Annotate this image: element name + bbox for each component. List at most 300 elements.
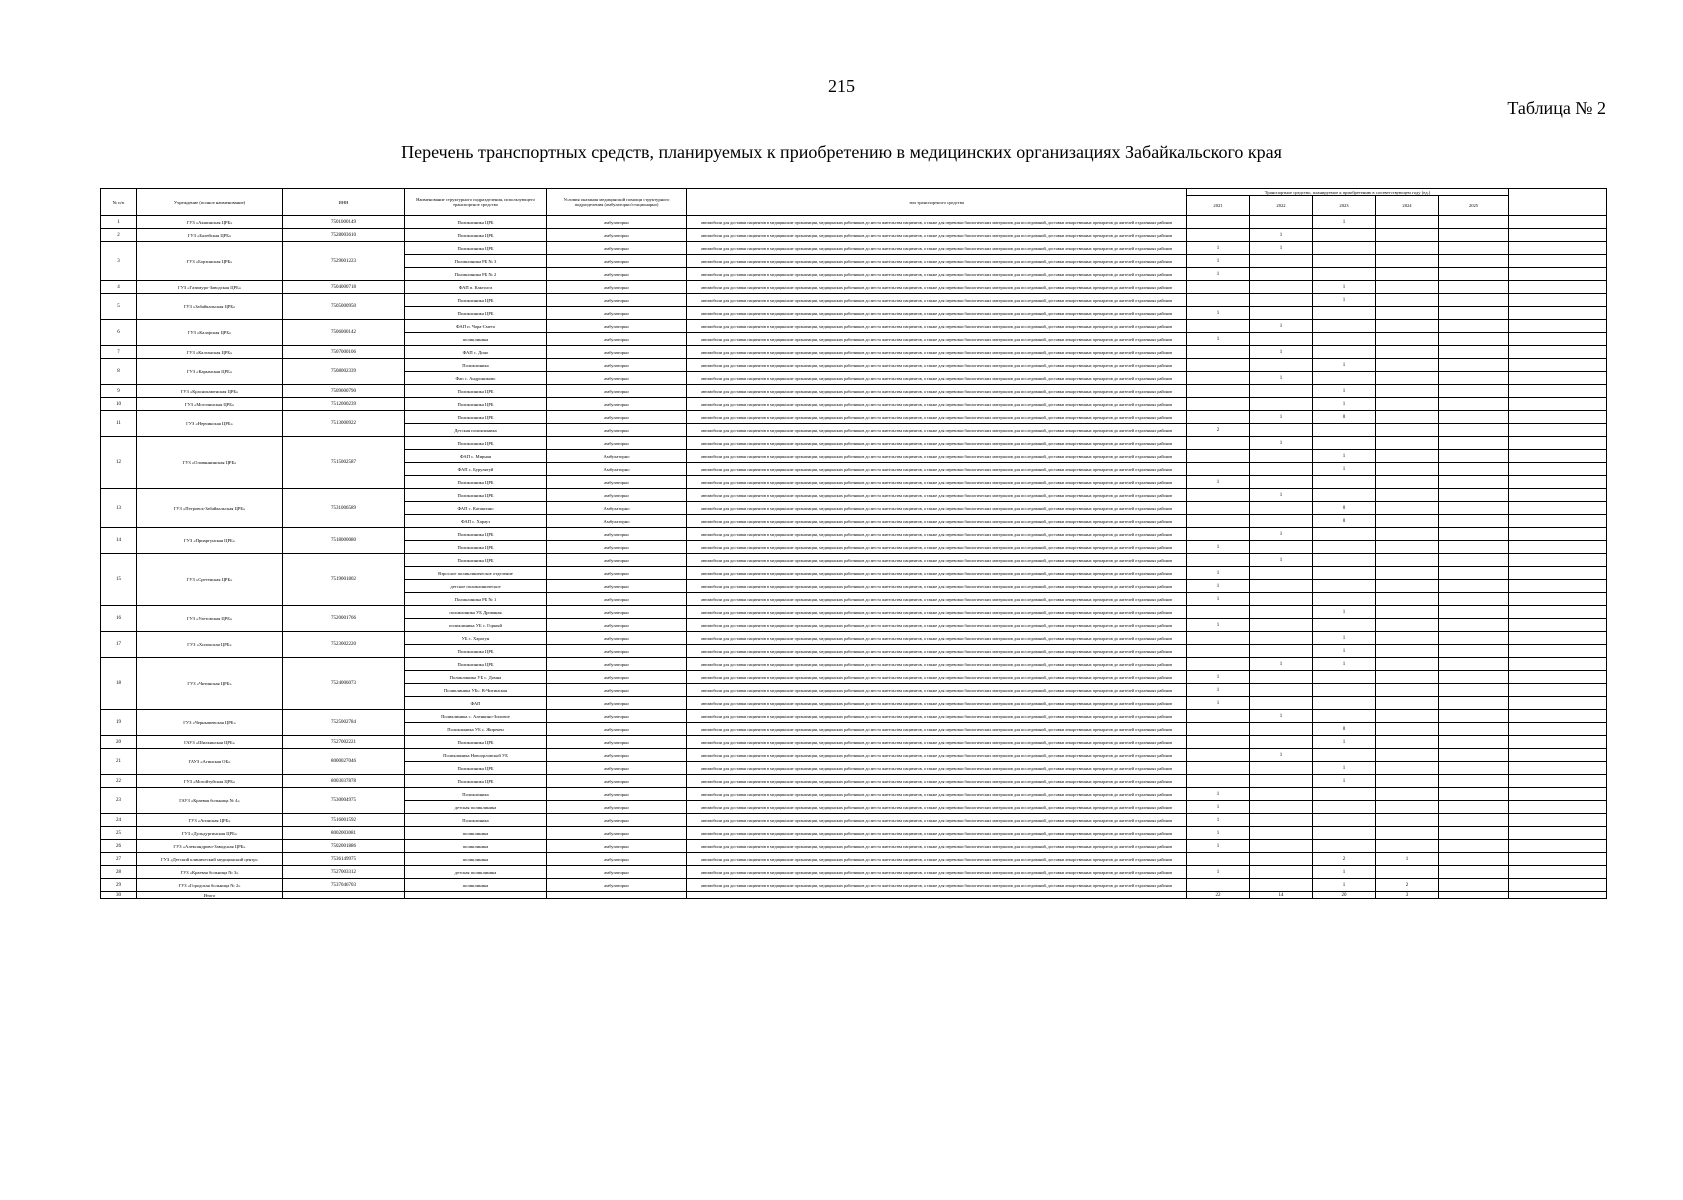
extra-cell (1509, 242, 1607, 255)
extra-cell (1509, 255, 1607, 268)
document-title: Перечень транспортных средств, планируемых к приобретению в медицинских организациях Забайкальского края (401, 142, 1282, 162)
year-2024-count (1376, 411, 1439, 424)
unit-name: детская поликлиника (405, 801, 547, 814)
organization-name: ГУЗ «Нерчинская ЦРБ» (137, 411, 283, 437)
year-2022-count (1250, 515, 1313, 528)
year-2023-count (1313, 528, 1376, 541)
year-2023-count (1313, 580, 1376, 593)
year-2021-count (1187, 775, 1250, 788)
table-row (101, 528, 1607, 541)
table-row (101, 632, 1607, 645)
year-2025-count (1439, 398, 1509, 411)
year-2022-count (1250, 294, 1313, 307)
year-2024-count (1376, 528, 1439, 541)
year-2025-count (1439, 255, 1509, 268)
row-number: 16 (101, 606, 137, 632)
table-row (101, 775, 1607, 788)
year-2023-count: 1 (1313, 632, 1376, 645)
organization-inn: 7527002221 (283, 736, 405, 749)
year-2021-count: 1 (1187, 580, 1250, 593)
year-2025-count (1439, 229, 1509, 242)
year-2024-count (1376, 229, 1439, 242)
organization-inn: 7501000149 (283, 216, 405, 229)
year-2023-count (1313, 749, 1376, 762)
year-2025-count (1439, 268, 1509, 281)
organization-inn: 7523002220 (283, 632, 405, 658)
year-2022-count (1250, 476, 1313, 489)
care-conditions: амбулаторно (547, 281, 687, 294)
table-row (101, 411, 1607, 424)
care-conditions: амбулаторно (547, 489, 687, 502)
unit-name: Поликлиника ЦРБ (405, 216, 547, 229)
year-2025-count (1439, 554, 1509, 567)
year-2024-count (1376, 502, 1439, 515)
year-2023-count (1313, 346, 1376, 359)
organization-name: ГУЗ «Могойтуйская ЦРБ» (137, 775, 283, 788)
year-2021-count (1187, 658, 1250, 671)
year-2023-count (1313, 697, 1376, 710)
table-row (101, 554, 1607, 567)
care-conditions: амбулаторно (547, 359, 687, 372)
extra-cell (1509, 879, 1607, 892)
vehicle-type: автомобили для доставки пациентов в медицинские организации, медицинских работников до места жительства пациентов, а также для перевозки биологических материалов для исследований, доставки лекарственных препаратов до жителей отдаленных районов (687, 827, 1187, 840)
year-2025-count (1439, 515, 1509, 528)
unit-name: Поликлиника ЦРБ (405, 398, 547, 411)
year-2025-count (1439, 827, 1509, 840)
table-label: Таблица № 2 (1507, 98, 1606, 118)
organization-inn: 7527003312 (283, 866, 405, 879)
unit-name: ФАП с. Катангино (405, 502, 547, 515)
table-row (101, 346, 1607, 359)
extra-cell (1509, 424, 1607, 437)
extra-cell (1509, 710, 1607, 723)
year-2024-count (1376, 281, 1439, 294)
year-2023-count (1313, 567, 1376, 580)
unit-name: ФАП с. Харауз (405, 515, 547, 528)
vehicle-type: автомобили для доставки пациентов в медицинские организации, медицинских работников до места жительства пациентов, а также для перевозки биологических материалов для исследований, доставки лекарственных препаратов до жителей отдаленных районов (687, 619, 1187, 632)
year-2024-count (1376, 840, 1439, 853)
year-2024-count (1376, 749, 1439, 762)
table-row (101, 398, 1607, 411)
year-2021-count (1187, 632, 1250, 645)
row-number: 9 (101, 385, 137, 398)
organization-inn: 8003037878 (283, 775, 405, 788)
year-2025-count (1439, 775, 1509, 788)
year-2025-count (1439, 788, 1509, 801)
unit-name: Поликлиника (405, 359, 547, 372)
care-conditions: амбулаторно (547, 268, 687, 281)
row-number: 29 (101, 879, 137, 892)
header-year-2021: 2021 (1187, 196, 1250, 216)
row-number: 28 (101, 866, 137, 879)
vehicle-type: автомобили для доставки пациентов в медицинские организации, медицинских работников до места жительства пациентов, а также для перевозки биологических материалов для исследований, доставки лекарственных препаратов до жителей отдаленных районов (687, 450, 1187, 463)
year-2021-count (1187, 749, 1250, 762)
care-conditions: амбулаторно (547, 307, 687, 320)
year-2022-count: 1 (1250, 554, 1313, 567)
organization-name: ГУЗ «Калганская ЦРБ» (137, 346, 283, 359)
year-2024-count (1376, 736, 1439, 749)
year-2024-count (1376, 554, 1439, 567)
extra-cell (1509, 385, 1607, 398)
year-2021-count: 1 (1187, 671, 1250, 684)
vehicle-type: автомобили для доставки пациентов в медицинские организации, медицинских работников до места жительства пациентов, а также для перевозки биологических материалов для исследований, доставки лекарственных препаратов до жителей отдаленных районов (687, 489, 1187, 502)
year-2022-count: 1 (1250, 749, 1313, 762)
total-year-2022: 14 (1250, 892, 1313, 899)
year-2025-count (1439, 333, 1509, 346)
year-2021-count (1187, 736, 1250, 749)
extra-cell (1509, 801, 1607, 814)
vehicle-type: автомобили для доставки пациентов в медицинские организации, медицинских работников до места жительства пациентов, а также для перевозки биологических материалов для исследований, доставки лекарственных препаратов до жителей отдаленных районов (687, 294, 1187, 307)
year-2025-count (1439, 593, 1509, 606)
year-2025-count (1439, 723, 1509, 736)
total-empty-cell (687, 892, 1187, 899)
year-2024-count (1376, 476, 1439, 489)
year-2024-count (1376, 333, 1439, 346)
vehicle-type: автомобили для доставки пациентов в медицинские организации, медицинских работников до места жительства пациентов, а также для перевозки биологических материалов для исследований, доставки лекарственных препаратов до жителей отдаленных районов (687, 684, 1187, 697)
year-2025-count (1439, 450, 1509, 463)
year-2021-count: 1 (1187, 814, 1250, 827)
organization-inn: 7519001802 (283, 554, 405, 606)
extra-cell (1509, 866, 1607, 879)
year-2025-count (1439, 528, 1509, 541)
organization-name: ГУЗ «Хилокская ЦРБ» (137, 632, 283, 658)
year-2022-count (1250, 502, 1313, 515)
year-2022-count (1250, 333, 1313, 346)
extra-cell (1509, 268, 1607, 281)
organization-inn: 7528003610 (283, 229, 405, 242)
year-2021-count: 1 (1187, 268, 1250, 281)
year-2021-count (1187, 346, 1250, 359)
year-2022-count (1250, 359, 1313, 372)
year-2021-count: 1 (1187, 866, 1250, 879)
year-2022-count (1250, 632, 1313, 645)
year-2025-count (1439, 632, 1509, 645)
year-2021-count (1187, 372, 1250, 385)
extra-cell (1509, 684, 1607, 697)
year-2021-count (1187, 385, 1250, 398)
row-number: 10 (101, 398, 137, 411)
unit-name: поликлиника (405, 879, 547, 892)
year-2021-count: 1 (1187, 840, 1250, 853)
year-2022-count (1250, 840, 1313, 853)
vehicle-type: автомобили для доставки пациентов в медицинские организации, медицинских работников до места жительства пациентов, а также для перевозки биологических материалов для исследований, доставки лекарственных препаратов до жителей отдаленных районов (687, 593, 1187, 606)
row-number: 23 (101, 788, 137, 814)
organization-name: ГУЗ «Балейская ЦРБ» (137, 229, 283, 242)
care-conditions: амбулаторно (547, 437, 687, 450)
year-2021-count (1187, 489, 1250, 502)
extra-cell (1509, 658, 1607, 671)
row-number: 8 (101, 359, 137, 385)
extra-cell (1509, 515, 1607, 528)
year-2024-count: 1 (1376, 853, 1439, 866)
extra-cell (1509, 541, 1607, 554)
extra-cell (1509, 437, 1607, 450)
row-number: 20 (101, 736, 137, 749)
organization-name: ГУЗ «Приаргунская ЦРБ» (137, 528, 283, 554)
header-inn: ИНН (283, 189, 405, 216)
organization-name: ГУЗ «Сретенская ЦРБ» (137, 554, 283, 606)
header-year-2022: 2022 (1250, 196, 1313, 216)
vehicle-type: автомобили для доставки пациентов в медицинские организации, медицинских работников до места жительства пациентов, а также для перевозки биологических материалов для исследований, доставки лекарственных препаратов до жителей отдаленных районов (687, 736, 1187, 749)
care-conditions: амбулаторно (547, 762, 687, 775)
unit-name: Поликлиника ЦРБ (405, 736, 547, 749)
vehicle-type: автомобили для доставки пациентов в медицинские организации, медицинских работников до места жительства пациентов, а также для перевозки биологических материалов для исследований, доставки лекарственных препаратов до жителей отдаленных районов (687, 333, 1187, 346)
unit-name: Поликлиника РБ № 1 (405, 593, 547, 606)
unit-name: Поликлиника РБ № 3 (405, 255, 547, 268)
care-conditions: амбулаторно (547, 398, 687, 411)
year-2023-count: 1 (1313, 658, 1376, 671)
vehicle-type: автомобили для доставки пациентов в медицинские организации, медицинских работников до места жительства пациентов, а также для перевозки биологических материалов для исследований, доставки лекарственных препаратов до жителей отдаленных районов (687, 242, 1187, 255)
year-2022-count: 1 (1250, 346, 1313, 359)
organization-name: ГУЗ «Забайкальская ЦРБ» (137, 294, 283, 320)
organization-inn: 7505000950 (283, 294, 405, 320)
care-conditions: амбулаторно (547, 593, 687, 606)
year-2025-count (1439, 385, 1509, 398)
year-2025-count (1439, 697, 1509, 710)
table-row (101, 242, 1607, 255)
care-conditions: амбулаторно (547, 632, 687, 645)
year-2025-count (1439, 749, 1509, 762)
year-2022-count (1250, 463, 1313, 476)
row-number: 15 (101, 554, 137, 606)
header-years-group: Транспортное средство, планируемое к приобретению в соответствующем году (ед.) (1187, 189, 1509, 196)
care-conditions: амбулаторно (547, 320, 687, 333)
year-2023-count (1313, 814, 1376, 827)
care-conditions: амбулаторно (547, 216, 687, 229)
year-2022-count (1250, 775, 1313, 788)
organization-name: ГАУЗ «Агинская ОБ» (137, 749, 283, 775)
header-num: № п/п (101, 189, 137, 216)
year-2021-count: 1 (1187, 593, 1250, 606)
year-2022-count (1250, 879, 1313, 892)
unit-name: Поликлиника ЦРБ (405, 775, 547, 788)
table-row (101, 866, 1607, 879)
year-2023-count (1313, 372, 1376, 385)
table-row (101, 320, 1607, 333)
row-number: 4 (101, 281, 137, 294)
care-conditions: амбулаторно (547, 749, 687, 762)
year-2024-count (1376, 775, 1439, 788)
vehicles-table (100, 188, 1607, 899)
extra-cell (1509, 645, 1607, 658)
row-number: 27 (101, 853, 137, 866)
extra-cell (1509, 788, 1607, 801)
unit-name: Поликлиника ЦРБ (405, 307, 547, 320)
total-year-2024: 3 (1376, 892, 1439, 899)
extra-cell (1509, 229, 1607, 242)
organization-name: ГУЗ «Карымская ЦРБ» (137, 359, 283, 385)
year-2021-count (1187, 606, 1250, 619)
year-2022-count (1250, 866, 1313, 879)
year-2025-count (1439, 658, 1509, 671)
extra-cell (1509, 606, 1607, 619)
care-conditions: амбулаторно (547, 866, 687, 879)
care-conditions: амбулаторно (547, 411, 687, 424)
year-2024-count (1376, 294, 1439, 307)
row-number: 13 (101, 489, 137, 528)
total-row (101, 892, 1607, 899)
unit-name: Поликлиника ЦРБ (405, 385, 547, 398)
care-conditions: амбулаторно (547, 619, 687, 632)
year-2021-count: 1 (1187, 827, 1250, 840)
year-2022-count (1250, 619, 1313, 632)
care-conditions: амбулаторно (547, 476, 687, 489)
year-2024-count (1376, 541, 1439, 554)
unit-name: Поликлиника ЦРБ (405, 554, 547, 567)
total-row-number: 30 (101, 892, 137, 899)
year-2023-count: 1 (1313, 866, 1376, 879)
year-2021-count (1187, 216, 1250, 229)
year-2023-count (1313, 242, 1376, 255)
row-number: 5 (101, 294, 137, 320)
vehicle-type: автомобили для доставки пациентов в медицинские организации, медицинских работников до места жительства пациентов, а также для перевозки биологических материалов для исследований, доставки лекарственных препаратов до жителей отдаленных районов (687, 281, 1187, 294)
year-2023-count: 1 (1313, 606, 1376, 619)
year-2023-count: 0 (1313, 411, 1376, 424)
year-2024-count (1376, 827, 1439, 840)
year-2021-count: 1 (1187, 619, 1250, 632)
row-number: 6 (101, 320, 137, 346)
total-year-2023: 20 (1313, 892, 1376, 899)
table-row (101, 229, 1607, 242)
year-2022-count: 1 (1250, 229, 1313, 242)
year-2024-count (1376, 684, 1439, 697)
year-2022-count (1250, 788, 1313, 801)
year-2021-count (1187, 515, 1250, 528)
organization-inn: 7536149975 (283, 853, 405, 866)
organization-inn: 7524006073 (283, 658, 405, 710)
year-2022-count (1250, 606, 1313, 619)
care-conditions: амбулаторно (547, 723, 687, 736)
vehicle-type: автомобили для доставки пациентов в медицинские организации, медицинских работников до места жительства пациентов, а также для перевозки биологических материалов для исследований, доставки лекарственных препаратов до жителей отдаленных районов (687, 606, 1187, 619)
header-year-2023: 2023 (1313, 196, 1376, 216)
year-2022-count (1250, 671, 1313, 684)
year-2022-count (1250, 541, 1313, 554)
extra-cell (1509, 216, 1607, 229)
extra-cell (1509, 398, 1607, 411)
extra-cell (1509, 333, 1607, 346)
year-2025-count (1439, 879, 1509, 892)
year-2021-count: 1 (1187, 684, 1250, 697)
unit-name: Поликлиника (405, 814, 547, 827)
year-2021-count (1187, 320, 1250, 333)
year-2023-count (1313, 255, 1376, 268)
extra-cell (1509, 697, 1607, 710)
care-conditions: амбулаторно (547, 827, 687, 840)
organization-inn: 7512000239 (283, 398, 405, 411)
row-number: 1 (101, 216, 137, 229)
total-empty-cell (283, 892, 405, 899)
year-2024-count (1376, 216, 1439, 229)
year-2025-count (1439, 619, 1509, 632)
organization-name: ГУЗ «Чернышевская ЦРБ» (137, 710, 283, 736)
extra-cell (1509, 476, 1607, 489)
year-2025-count (1439, 463, 1509, 476)
organization-inn: 8000027046 (283, 749, 405, 775)
extra-cell (1509, 281, 1607, 294)
vehicle-type: автомобили для доставки пациентов в медицинские организации, медицинских работников до места жительства пациентов, а также для перевозки биологических материалов для исследований, доставки лекарственных препаратов до жителей отдаленных районов (687, 411, 1187, 424)
organization-name: ГУЗ «Акшинская ЦРБ» (137, 216, 283, 229)
organization-name: ГУЗ «Читинская ЦРБ» (137, 658, 283, 710)
year-2025-count (1439, 814, 1509, 827)
care-conditions: амбулаторно (547, 671, 687, 684)
year-2021-count (1187, 437, 1250, 450)
unit-name: Взрослое поликлиническое отделение (405, 567, 547, 580)
year-2024-count (1376, 710, 1439, 723)
year-2023-count: 0 (1313, 723, 1376, 736)
year-2021-count (1187, 879, 1250, 892)
year-2023-count: 1 (1313, 775, 1376, 788)
year-2023-count (1313, 671, 1376, 684)
organization-name: ГАУЗ «Шилкинская ЦРБ» (137, 736, 283, 749)
unit-name: ФАП (405, 697, 547, 710)
year-2025-count (1439, 307, 1509, 320)
table-row (101, 359, 1607, 372)
extra-cell (1509, 840, 1607, 853)
year-2022-count: 1 (1250, 710, 1313, 723)
year-2025-count (1439, 645, 1509, 658)
extra-cell (1509, 593, 1607, 606)
year-2024-count (1376, 515, 1439, 528)
year-2023-count (1313, 229, 1376, 242)
year-2024-count (1376, 424, 1439, 437)
unit-name: Поликлиника Новоорловской УБ (405, 749, 547, 762)
year-2023-count (1313, 307, 1376, 320)
unit-name: ФАП п. Чара-Смета (405, 320, 547, 333)
unit-name: Поликлиника УБс. В-Читинская (405, 684, 547, 697)
extra-cell (1509, 294, 1607, 307)
extra-cell (1509, 723, 1607, 736)
vehicle-type: автомобили для доставки пациентов в медицинские организации, медицинских работников до места жительства пациентов, а также для перевозки биологических материалов для исследований, доставки лекарственных препаратов до жителей отдаленных районов (687, 320, 1187, 333)
organization-inn: 7537046703 (283, 879, 405, 892)
year-2025-count (1439, 671, 1509, 684)
year-2025-count (1439, 281, 1509, 294)
year-2023-count (1313, 541, 1376, 554)
organization-inn: 7504000718 (283, 281, 405, 294)
unit-name: Поликлиника ЦРБ (405, 437, 547, 450)
year-2025-count (1439, 216, 1509, 229)
care-conditions: амбулаторно (547, 242, 687, 255)
care-conditions: амбулаторно (547, 229, 687, 242)
year-2022-count: 1 (1250, 528, 1313, 541)
year-2023-count (1313, 476, 1376, 489)
year-2022-count (1250, 450, 1313, 463)
table-row (101, 294, 1607, 307)
year-2025-count (1439, 606, 1509, 619)
care-conditions: амбулаторно (547, 658, 687, 671)
unit-name: поликлиника (405, 333, 547, 346)
organization-name: ГУЗ «Краснокаменская ЦРБ» (137, 385, 283, 398)
care-conditions: амбулаторно (547, 697, 687, 710)
year-2024-count (1376, 450, 1439, 463)
year-2022-count (1250, 385, 1313, 398)
year-2022-count: 1 (1250, 437, 1313, 450)
unit-name: Поликлиника ЦРБ (405, 528, 547, 541)
organization-name: ГУЗ «Борзинская ЦРБ» (137, 242, 283, 281)
year-2024-count (1376, 372, 1439, 385)
year-2023-count (1313, 619, 1376, 632)
care-conditions: амбулаторно (547, 840, 687, 853)
vehicle-type: автомобили для доставки пациентов в медицинские организации, медицинских работников до места жительства пациентов, а также для перевозки биологических материалов для исследований, доставки лекарственных препаратов до жителей отдаленных районов (687, 541, 1187, 554)
year-2023-count: 1 (1313, 385, 1376, 398)
vehicle-type: автомобили для доставки пациентов в медицинские организации, медицинских работников до места жительства пациентов, а также для перевозки биологических материалов для исследований, доставки лекарственных препаратов до жителей отдаленных районов (687, 424, 1187, 437)
vehicle-type: автомобили для доставки пациентов в медицинские организации, медицинских работников до места жительства пациентов, а также для перевозки биологических материалов для исследований, доставки лекарственных препаратов до жителей отдаленных районов (687, 645, 1187, 658)
year-2024-count (1376, 671, 1439, 684)
vehicle-type: автомобили для доставки пациентов в медицинские организации, медицинских работников до места жительства пациентов, а также для перевозки биологических материалов для исследований, доставки лекарственных препаратов до жителей отдаленных районов (687, 476, 1187, 489)
organization-inn: 7518000080 (283, 528, 405, 554)
care-conditions: амбулаторно (547, 346, 687, 359)
vehicle-type: автомобили для доставки пациентов в медицинские организации, медицинских работников до места жительства пациентов, а также для перевозки биологических материалов для исследований, доставки лекарственных препаратов до жителей отдаленных районов (687, 840, 1187, 853)
year-2021-count (1187, 450, 1250, 463)
